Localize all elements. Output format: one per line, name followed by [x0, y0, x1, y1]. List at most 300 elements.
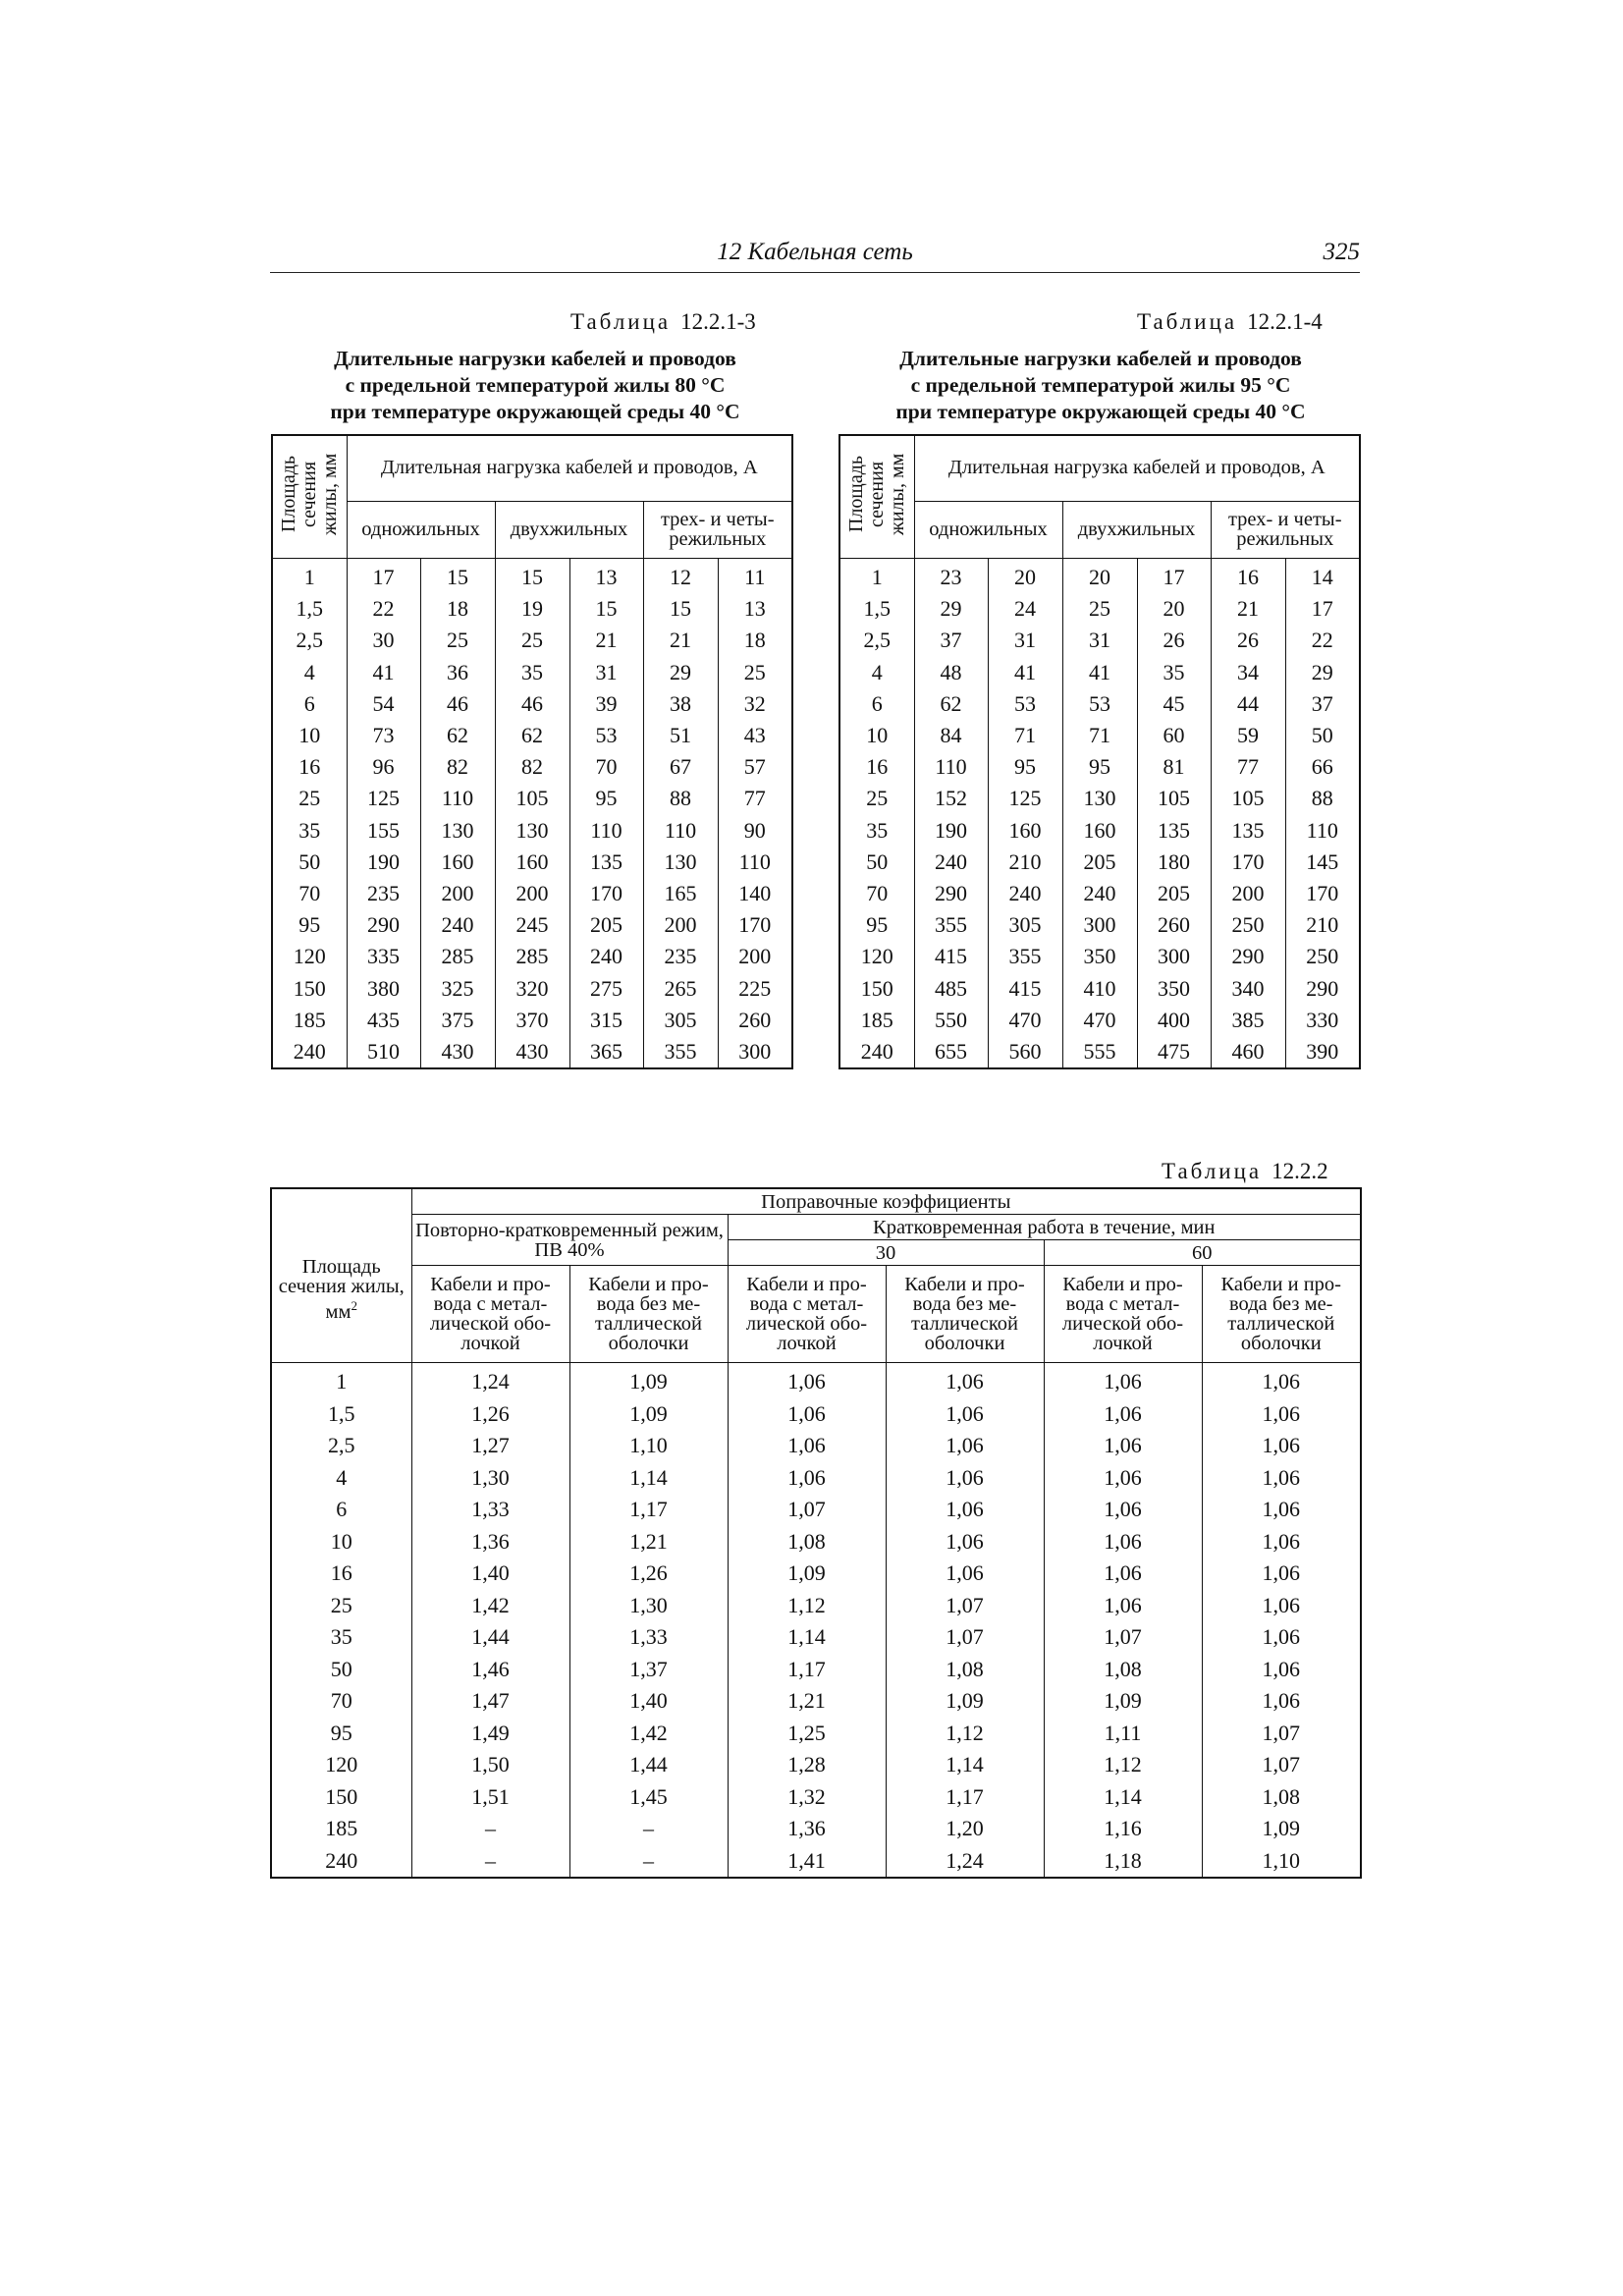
value-cell: 36 [420, 657, 495, 688]
table-row [272, 909, 792, 941]
table-row [272, 972, 792, 1004]
group-single-core: одножильных [347, 501, 495, 558]
value-cell: 67 [643, 751, 718, 783]
table-load-80 [271, 434, 793, 1069]
area-cell: 35 [272, 815, 347, 847]
value-cell: 285 [420, 941, 495, 972]
table-row [272, 941, 792, 972]
value-cell: 1,32 [728, 1781, 886, 1814]
value-cell: 225 [718, 972, 792, 1004]
value-cell: 59 [1211, 720, 1285, 751]
value-cell: 31 [1062, 625, 1137, 656]
value-cell: 200 [420, 878, 495, 909]
area-cell: 185 [272, 1005, 347, 1036]
table-row [839, 720, 1360, 751]
value-cell: 200 [718, 941, 792, 972]
value-cell: 170 [718, 909, 792, 941]
value-cell: 1,06 [886, 1430, 1044, 1462]
area-cell: 4 [839, 657, 914, 688]
load-header: Длительная нагрузка кабелей и проводов, А [347, 435, 792, 501]
value-cell: 135 [569, 847, 643, 878]
value-cell: 29 [914, 593, 988, 625]
value-cell: 1,06 [1044, 1462, 1202, 1495]
value-cell: 77 [1211, 751, 1285, 783]
table-row [839, 815, 1360, 847]
page-header [270, 239, 1360, 273]
area-cell: 120 [839, 941, 914, 972]
table-caption-right: Таблица 12.2.1-4 [1137, 309, 1323, 334]
table-row [272, 878, 792, 909]
area-cell: 2,5 [271, 1430, 411, 1462]
value-cell: 20 [988, 559, 1062, 594]
area-cell: 6 [839, 688, 914, 720]
value-cell: 430 [495, 1036, 569, 1068]
area-cell: 240 [271, 1845, 411, 1879]
table-row [271, 1813, 1361, 1845]
area-cell: 185 [271, 1813, 411, 1845]
value-cell: 1,07 [886, 1621, 1044, 1654]
area-cell: 16 [839, 751, 914, 783]
area-cell: 10 [271, 1526, 411, 1558]
value-cell: 260 [1137, 909, 1211, 941]
value-cell: 21 [569, 625, 643, 656]
value-cell: 415 [914, 941, 988, 972]
value-cell: 1,06 [728, 1363, 886, 1398]
area-cell: 1,5 [271, 1398, 411, 1431]
value-cell: 41 [1062, 657, 1137, 688]
value-cell: 1,21 [728, 1685, 886, 1718]
value-cell: 130 [495, 815, 569, 847]
value-cell: 1,06 [1202, 1654, 1361, 1686]
value-cell: 1,06 [886, 1558, 1044, 1590]
value-cell: 300 [1062, 909, 1137, 941]
value-cell: 1,14 [728, 1621, 886, 1654]
load-header: Длительная нагрузка кабелей и проводов, А [914, 435, 1360, 501]
table-title-left: Длительные нагрузки кабелей и проводов с предельной температурой жилы 80 °С при температуре окружающей среды 40 °С [330, 347, 740, 423]
value-cell: 170 [1211, 847, 1285, 878]
value-cell: 1,06 [1202, 1363, 1361, 1398]
value-cell: 71 [1062, 720, 1137, 751]
area-cell: 120 [272, 941, 347, 972]
value-cell: 205 [1137, 878, 1211, 909]
value-cell: 260 [718, 1005, 792, 1036]
value-cell: 1,46 [411, 1654, 569, 1686]
value-cell: 290 [914, 878, 988, 909]
value-cell: 1,41 [728, 1845, 886, 1879]
area-cell: 150 [839, 972, 914, 1004]
value-cell: 355 [988, 941, 1062, 972]
value-cell: 1,12 [728, 1590, 886, 1622]
table-row [839, 1036, 1360, 1068]
cable-with-sheath-header: Кабели и про-вода с метал-лической обо-лочкой [1044, 1266, 1202, 1363]
value-cell: 410 [1062, 972, 1137, 1004]
value-cell: – [411, 1845, 569, 1879]
value-cell: 180 [1137, 847, 1211, 878]
value-cell: 140 [718, 878, 792, 909]
value-cell: 390 [1285, 1036, 1360, 1068]
value-cell: 170 [569, 878, 643, 909]
value-cell: 110 [914, 751, 988, 783]
value-cell: 54 [347, 688, 420, 720]
minutes-60: 60 [1044, 1240, 1361, 1266]
value-cell: 51 [643, 720, 718, 751]
value-cell: 35 [1137, 657, 1211, 688]
area-cell: 50 [839, 847, 914, 878]
value-cell: 370 [495, 1005, 569, 1036]
value-cell: 1,37 [569, 1654, 728, 1686]
value-cell: 1,06 [886, 1363, 1044, 1398]
area-cell: 95 [271, 1718, 411, 1750]
table-row [272, 1036, 792, 1068]
table-row [839, 751, 1360, 783]
value-cell: 1,06 [1202, 1462, 1361, 1495]
value-cell: 20 [1137, 593, 1211, 625]
value-cell: 485 [914, 972, 988, 1004]
value-cell: 1,33 [411, 1494, 569, 1526]
value-cell: 1,09 [1044, 1685, 1202, 1718]
table-load-95 [839, 434, 1361, 1069]
value-cell: 62 [420, 720, 495, 751]
value-cell: 1,33 [569, 1621, 728, 1654]
value-cell: 1,51 [411, 1781, 569, 1814]
table-row [271, 1558, 1361, 1590]
value-cell: 110 [643, 815, 718, 847]
value-cell: 88 [643, 783, 718, 814]
value-cell: 130 [1062, 783, 1137, 814]
table-row [272, 847, 792, 878]
short-mode-header: Кратковременная работа в течение, мин [728, 1215, 1361, 1240]
table-row [272, 559, 792, 594]
value-cell: 1,44 [411, 1621, 569, 1654]
value-cell: 340 [1211, 972, 1285, 1004]
value-cell: 43 [718, 720, 792, 751]
value-cell: 1,06 [886, 1398, 1044, 1431]
group-multi-core: трех- и четы-режильных [1211, 501, 1360, 558]
area-cell: 95 [272, 909, 347, 941]
correction-header: Поправочные коэффициенты [411, 1188, 1361, 1215]
value-cell: 1,06 [728, 1462, 886, 1495]
value-cell: 350 [1137, 972, 1211, 1004]
value-cell: 1,07 [886, 1590, 1044, 1622]
value-cell: 1,10 [569, 1430, 728, 1462]
value-cell: 105 [495, 783, 569, 814]
area-cell: 1,5 [272, 593, 347, 625]
value-cell: 1,25 [728, 1718, 886, 1750]
value-cell: 275 [569, 972, 643, 1004]
table-body-left [272, 559, 792, 1069]
value-cell: 1,09 [569, 1363, 728, 1398]
value-cell: 1,07 [1202, 1718, 1361, 1750]
value-cell: 1,07 [1044, 1621, 1202, 1654]
chapter-title: 12 Кабельная сеть [717, 239, 913, 265]
value-cell: 135 [1137, 815, 1211, 847]
value-cell: 62 [495, 720, 569, 751]
value-cell: 1,40 [411, 1558, 569, 1590]
value-cell: 380 [347, 972, 420, 1004]
table-row [839, 847, 1360, 878]
cable-without-sheath-header: Кабели и про-вода без ме-таллической оболочки [1202, 1266, 1361, 1363]
value-cell: 31 [569, 657, 643, 688]
value-cell: 37 [914, 625, 988, 656]
table-row [271, 1749, 1361, 1781]
value-cell: 71 [988, 720, 1062, 751]
value-cell: 1,06 [1044, 1526, 1202, 1558]
cable-without-sheath-header: Кабели и про-вода без ме-таллической оболочки [569, 1266, 728, 1363]
value-cell: 1,17 [569, 1494, 728, 1526]
value-cell: 1,17 [728, 1654, 886, 1686]
value-cell: 240 [914, 847, 988, 878]
value-cell: 1,27 [411, 1430, 569, 1462]
table-row [839, 559, 1360, 594]
value-cell: 200 [643, 909, 718, 941]
value-cell: 46 [495, 688, 569, 720]
value-cell: 19 [495, 593, 569, 625]
value-cell: 1,07 [1202, 1749, 1361, 1781]
group-two-core: двухжильных [1062, 501, 1211, 558]
value-cell: 320 [495, 972, 569, 1004]
value-cell: 25 [718, 657, 792, 688]
value-cell: 44 [1211, 688, 1285, 720]
area-cell: 10 [272, 720, 347, 751]
value-cell: 330 [1285, 1005, 1360, 1036]
area-header: Площадь сечения жилы, мм [839, 435, 914, 559]
table-correction-coefficients [270, 1187, 1362, 1879]
table-row [271, 1363, 1361, 1398]
value-cell: 152 [914, 783, 988, 814]
value-cell: 1,06 [1202, 1494, 1361, 1526]
area-cell: 150 [271, 1781, 411, 1814]
value-cell: 1,24 [411, 1363, 569, 1398]
value-cell: 470 [1062, 1005, 1137, 1036]
area-cell: 1 [839, 559, 914, 594]
value-cell: 12 [643, 559, 718, 594]
value-cell: 1,06 [728, 1430, 886, 1462]
table-row [271, 1430, 1361, 1462]
area-cell: 10 [839, 720, 914, 751]
table-row [271, 1621, 1361, 1654]
table-row [272, 657, 792, 688]
value-cell: 110 [1285, 815, 1360, 847]
value-cell: 1,21 [569, 1526, 728, 1558]
value-cell: 1,06 [886, 1526, 1044, 1558]
area-cell: 35 [839, 815, 914, 847]
value-cell: 555 [1062, 1036, 1137, 1068]
value-cell: 560 [988, 1036, 1062, 1068]
table-row [271, 1462, 1361, 1495]
table-row [839, 1005, 1360, 1036]
value-cell: 160 [495, 847, 569, 878]
table-row [272, 783, 792, 814]
value-cell: 170 [1285, 878, 1360, 909]
value-cell: 30 [347, 625, 420, 656]
value-cell: 20 [1062, 559, 1137, 594]
value-cell: 24 [988, 593, 1062, 625]
value-cell: 145 [1285, 847, 1360, 878]
table-row [271, 1526, 1361, 1558]
table-row [272, 625, 792, 656]
value-cell: 190 [347, 847, 420, 878]
value-cell: 245 [495, 909, 569, 941]
value-cell: 1,49 [411, 1718, 569, 1750]
value-cell: 200 [495, 878, 569, 909]
area-cell: 50 [271, 1654, 411, 1686]
value-cell: 57 [718, 751, 792, 783]
value-cell: 240 [569, 941, 643, 972]
value-cell: 1,50 [411, 1749, 569, 1781]
area-cell: 120 [271, 1749, 411, 1781]
group-single-core: одножильных [914, 501, 1062, 558]
table-row [272, 593, 792, 625]
area-cell: 35 [271, 1621, 411, 1654]
value-cell: 510 [347, 1036, 420, 1068]
table-caption-coef: Таблица 12.2.2 [1162, 1159, 1328, 1183]
area-cell: 16 [272, 751, 347, 783]
value-cell: – [411, 1813, 569, 1845]
value-cell: 21 [643, 625, 718, 656]
value-cell: 1,06 [1044, 1494, 1202, 1526]
value-cell: 17 [1137, 559, 1211, 594]
table-row [839, 941, 1360, 972]
value-cell: 15 [495, 559, 569, 594]
value-cell: 1,06 [1202, 1621, 1361, 1654]
value-cell: 1,42 [411, 1590, 569, 1622]
value-cell: 1,09 [569, 1398, 728, 1431]
value-cell: 365 [569, 1036, 643, 1068]
value-cell: 1,09 [1202, 1813, 1361, 1845]
value-cell: 290 [1285, 972, 1360, 1004]
value-cell: 1,14 [886, 1749, 1044, 1781]
value-cell: 305 [988, 909, 1062, 941]
group-two-core: двухжильных [495, 501, 643, 558]
value-cell: 95 [988, 751, 1062, 783]
cable-without-sheath-header: Кабели и про-вода без ме-таллической оболочки [886, 1266, 1044, 1363]
value-cell: 25 [495, 625, 569, 656]
area-cell: 50 [272, 847, 347, 878]
value-cell: 375 [420, 1005, 495, 1036]
value-cell: 16 [1211, 559, 1285, 594]
value-cell: 105 [1211, 783, 1285, 814]
value-cell: 1,06 [886, 1494, 1044, 1526]
area-cell: 25 [271, 1590, 411, 1622]
value-cell: 325 [420, 972, 495, 1004]
value-cell: 160 [988, 815, 1062, 847]
table-row [839, 625, 1360, 656]
area-cell: 6 [272, 688, 347, 720]
value-cell: 235 [347, 878, 420, 909]
value-cell: 1,42 [569, 1718, 728, 1750]
value-cell: 13 [718, 593, 792, 625]
value-cell: 37 [1285, 688, 1360, 720]
area-cell: 25 [272, 783, 347, 814]
value-cell: 355 [643, 1036, 718, 1068]
value-cell: 1,08 [886, 1654, 1044, 1686]
value-cell: 41 [347, 657, 420, 688]
value-cell: 110 [420, 783, 495, 814]
area-cell: 240 [272, 1036, 347, 1068]
table-body-coef [271, 1363, 1361, 1879]
value-cell: 29 [643, 657, 718, 688]
value-cell: 125 [988, 783, 1062, 814]
value-cell: 1,06 [1202, 1590, 1361, 1622]
value-cell: 250 [1211, 909, 1285, 941]
value-cell: 1,08 [1202, 1781, 1361, 1814]
value-cell: 15 [643, 593, 718, 625]
value-cell: 210 [1285, 909, 1360, 941]
area-header: Площадь сечения жилы, мм [272, 435, 347, 559]
area-cell: 70 [272, 878, 347, 909]
value-cell: 22 [1285, 625, 1360, 656]
table-body-right [839, 559, 1360, 1069]
table-row [839, 783, 1360, 814]
value-cell: 240 [1062, 878, 1137, 909]
value-cell: 1,06 [1202, 1685, 1361, 1718]
table-row [272, 751, 792, 783]
table-row [839, 593, 1360, 625]
table-row [272, 720, 792, 751]
table-row [271, 1494, 1361, 1526]
value-cell: 240 [988, 878, 1062, 909]
value-cell: 11 [718, 559, 792, 594]
value-cell: 21 [1211, 593, 1285, 625]
value-cell: 15 [420, 559, 495, 594]
value-cell: 125 [347, 783, 420, 814]
value-cell: 15 [569, 593, 643, 625]
area-cell: 1 [272, 559, 347, 594]
value-cell: 265 [643, 972, 718, 1004]
area-cell: 4 [272, 657, 347, 688]
value-cell: 22 [347, 593, 420, 625]
area-cell: 1 [271, 1363, 411, 1398]
value-cell: 1,16 [1044, 1813, 1202, 1845]
value-cell: 190 [914, 815, 988, 847]
value-cell: 1,30 [411, 1462, 569, 1495]
table-row [271, 1845, 1361, 1879]
value-cell: 26 [1137, 625, 1211, 656]
value-cell: 90 [718, 815, 792, 847]
value-cell: 475 [1137, 1036, 1211, 1068]
value-cell: 1,06 [1202, 1430, 1361, 1462]
value-cell: 335 [347, 941, 420, 972]
value-cell: 1,26 [411, 1398, 569, 1431]
value-cell: 46 [420, 688, 495, 720]
value-cell: 355 [914, 909, 988, 941]
value-cell: 400 [1137, 1005, 1211, 1036]
value-cell: 25 [1062, 593, 1137, 625]
value-cell: 1,06 [1044, 1590, 1202, 1622]
value-cell: 290 [1211, 941, 1285, 972]
value-cell: 1,30 [569, 1590, 728, 1622]
area-cell: 70 [839, 878, 914, 909]
value-cell: 1,28 [728, 1749, 886, 1781]
value-cell: 25 [420, 625, 495, 656]
area-cell: 4 [271, 1462, 411, 1495]
value-cell: 82 [420, 751, 495, 783]
value-cell: 415 [988, 972, 1062, 1004]
value-cell: 470 [988, 1005, 1062, 1036]
value-cell: 1,08 [728, 1526, 886, 1558]
table-row [839, 909, 1360, 941]
value-cell: 1,08 [1044, 1654, 1202, 1686]
value-cell: 95 [569, 783, 643, 814]
value-cell: 290 [347, 909, 420, 941]
area-cell: 185 [839, 1005, 914, 1036]
value-cell: 1,06 [1044, 1398, 1202, 1431]
table-row [839, 657, 1360, 688]
value-cell: 1,12 [1044, 1749, 1202, 1781]
table-row [272, 815, 792, 847]
value-cell: 88 [1285, 783, 1360, 814]
value-cell: 18 [420, 593, 495, 625]
